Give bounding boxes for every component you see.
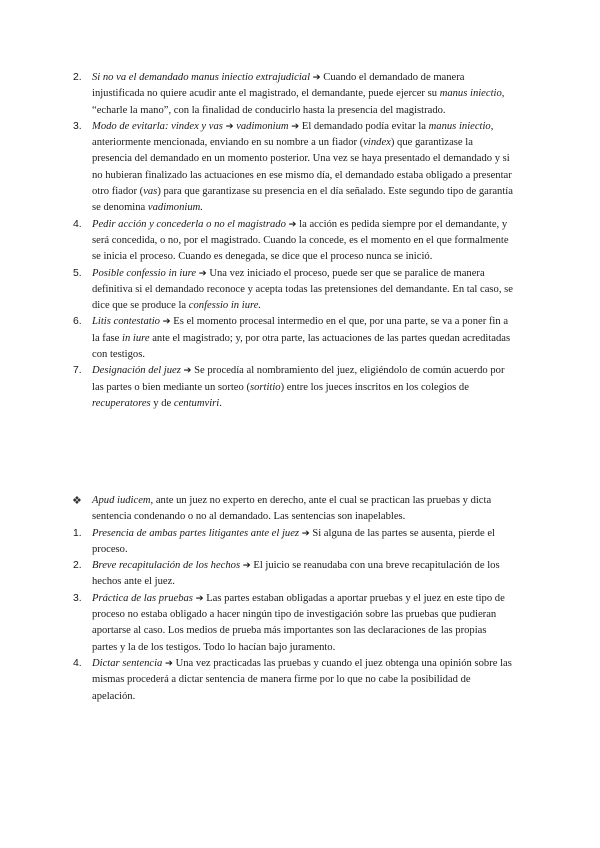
item-title: Posible confessio in iure bbox=[92, 267, 197, 279]
item-text: Una vez practicadas las pruebas y cuando el juez obtenga una opinión sobre las mismas procederá a dictar sentencia de manera firme por lo que no cabe la posibilidad de apelación. bbox=[92, 657, 512, 702]
item-text: El juicio se reanudaba con una breve recapitulación de los hechos ante el juez. bbox=[92, 560, 500, 588]
item-text: y de bbox=[150, 397, 174, 409]
item-number: 4. bbox=[73, 657, 82, 669]
list-item bbox=[73, 656, 514, 705]
latin-term: centumviri bbox=[173, 397, 220, 409]
item-number: 7. bbox=[73, 365, 82, 377]
item-title: Si no va el demandado manus iniectio extrajudicial bbox=[92, 72, 311, 83]
arrow-icon: ➔ bbox=[183, 365, 192, 377]
item-title-term: vadimonium bbox=[236, 120, 289, 132]
bullet-paragraph bbox=[72, 493, 514, 526]
item-text: , “echarle la mano”, con la finalidad de conducirlo hasta la presencia del magistrado. bbox=[92, 88, 505, 116]
latin-term: sortitio bbox=[249, 381, 281, 393]
item-text: ante el magistrado; y, por otra parte, las actuaciones de las partes quedan acreditadas con testigos. bbox=[92, 332, 511, 361]
item-text: , anteriormente mencionada, enviando en su nombre a un fiador ( bbox=[92, 120, 494, 149]
list-item bbox=[73, 266, 514, 315]
list-item bbox=[73, 558, 514, 591]
arrow-icon: ➔ bbox=[288, 218, 297, 230]
item-number: 6. bbox=[73, 316, 82, 328]
latin-term: recuperatores bbox=[92, 397, 151, 409]
item-title: Designación del juez bbox=[92, 365, 181, 377]
list-item bbox=[73, 363, 514, 412]
item-title: Pedir acción y concederla o no el magistrado bbox=[92, 218, 286, 230]
arrow-icon: ➔ bbox=[242, 560, 251, 572]
arrow-icon: ➔ bbox=[198, 267, 207, 279]
latin-term: in iure bbox=[122, 332, 150, 344]
item-text: Las partes estaban obligadas a aportar pruebas y el juez en este tipo de proceso no estaba obligado a hacer ningún tipo de investigación sobre las pruebas que pudieran aportarse al caso. Los medios de prueba más importantes son las declaraciones de las propias partes y la de los testigos. Todo lo hacían bajo juramento. bbox=[92, 592, 505, 653]
latin-term: Apud iudicem bbox=[92, 495, 151, 506]
arrow-icon: ➔ bbox=[164, 657, 173, 669]
arrow-icon: ➔ bbox=[301, 527, 310, 539]
list-item bbox=[73, 591, 514, 656]
item-text: ) que garantizase la presencia del demandado en un momento posterior. Una vez se haya presentado el demandado y si no hubieran finalizado las actuaciones en ese mismo día, el demandado estaba obligado a presentar otro fiador ( bbox=[92, 137, 512, 198]
item-text: Es el momento procesal intermedio en el que, por una parte, se va a poner fin a la fase bbox=[92, 316, 509, 344]
item-number: 4. bbox=[73, 218, 82, 230]
item-title: Breve recapitulación de los hechos bbox=[92, 560, 241, 572]
list-item bbox=[73, 217, 514, 266]
latin-term: vas bbox=[143, 186, 158, 198]
item-number: 3. bbox=[73, 120, 82, 132]
item-number: 2. bbox=[73, 72, 82, 83]
item-title: Práctica de las pruebas bbox=[92, 592, 193, 604]
item-text: ) para que garantizase su presencia en el día señalado. Este segundo tipo de garantía se denomina bbox=[92, 186, 513, 214]
item-title: Dictar sentencia bbox=[92, 657, 163, 669]
list-item bbox=[73, 119, 514, 217]
arrow-icon: ➔ bbox=[162, 316, 171, 328]
item-text: Si alguna de las partes se ausenta, pierde el proceso. bbox=[92, 527, 496, 555]
arrow-icon: ➔ bbox=[225, 120, 234, 132]
item-text: ) entre los jueces inscritos en los colegios de bbox=[280, 381, 469, 393]
latin-term: manus iniectio bbox=[439, 88, 502, 100]
latin-term: vadimonium. bbox=[147, 202, 203, 214]
item-text: Cuando el demandado de manera injustificada no quiere acudir ante el magistrado, el demandante, puede ejercer su bbox=[92, 72, 465, 100]
latin-term: manus iniectio bbox=[428, 120, 491, 132]
latin-term: confessio in iure. bbox=[188, 300, 262, 312]
list-item bbox=[73, 526, 514, 559]
item-number: 5. bbox=[73, 267, 82, 279]
arrow-icon: ➔ bbox=[291, 120, 300, 132]
list-item bbox=[73, 70, 514, 119]
procedure-list-apud-iudicem bbox=[72, 493, 514, 705]
item-text: Una vez iniciado el proceso, puede ser que se paralice de manera definitiva si el demandado reconoce y acepta todas las pretensiones del demandante. En tal caso, se dice que se produce la bbox=[92, 267, 513, 312]
item-text: , ante un juez no experto en derecho, ante el cual se practican las pruebas y dicta sentencia condenando o no al demandado. Las sentencias son inapelables. bbox=[92, 495, 492, 523]
arrow-icon: ➔ bbox=[312, 72, 321, 83]
item-number: 1. bbox=[73, 527, 82, 539]
item-title: Presencia de ambas partes litigantes ante el juez bbox=[92, 527, 300, 539]
item-title: Modo de evitarla: vindex y vas bbox=[92, 120, 223, 132]
item-text: Se procedía al nombramiento del juez, eligiéndolo de común acuerdo por las partes o bien mediante un sorteo ( bbox=[92, 365, 505, 393]
item-text: la acción es pedida siempre por el demandante, y será concedida, o no, por el magistrado. Cuando la concede, es el momento en el que formalmente se inicia el proceso. Cuando es denegada, se dice que el proceso nunca se inició. bbox=[92, 218, 509, 263]
item-text: El demandado podía evitar la bbox=[301, 120, 429, 132]
item-title: Litis contestatio bbox=[92, 316, 160, 328]
item-number: 3. bbox=[73, 592, 82, 604]
list-item bbox=[73, 314, 514, 363]
item-text: . bbox=[219, 397, 222, 409]
item-number: 2. bbox=[73, 560, 82, 572]
arrow-icon: ➔ bbox=[195, 592, 204, 604]
diamond-bullet-icon: ❖ bbox=[72, 495, 82, 507]
procedure-list-in-iure bbox=[73, 70, 514, 412]
latin-term: vindex bbox=[363, 137, 391, 149]
